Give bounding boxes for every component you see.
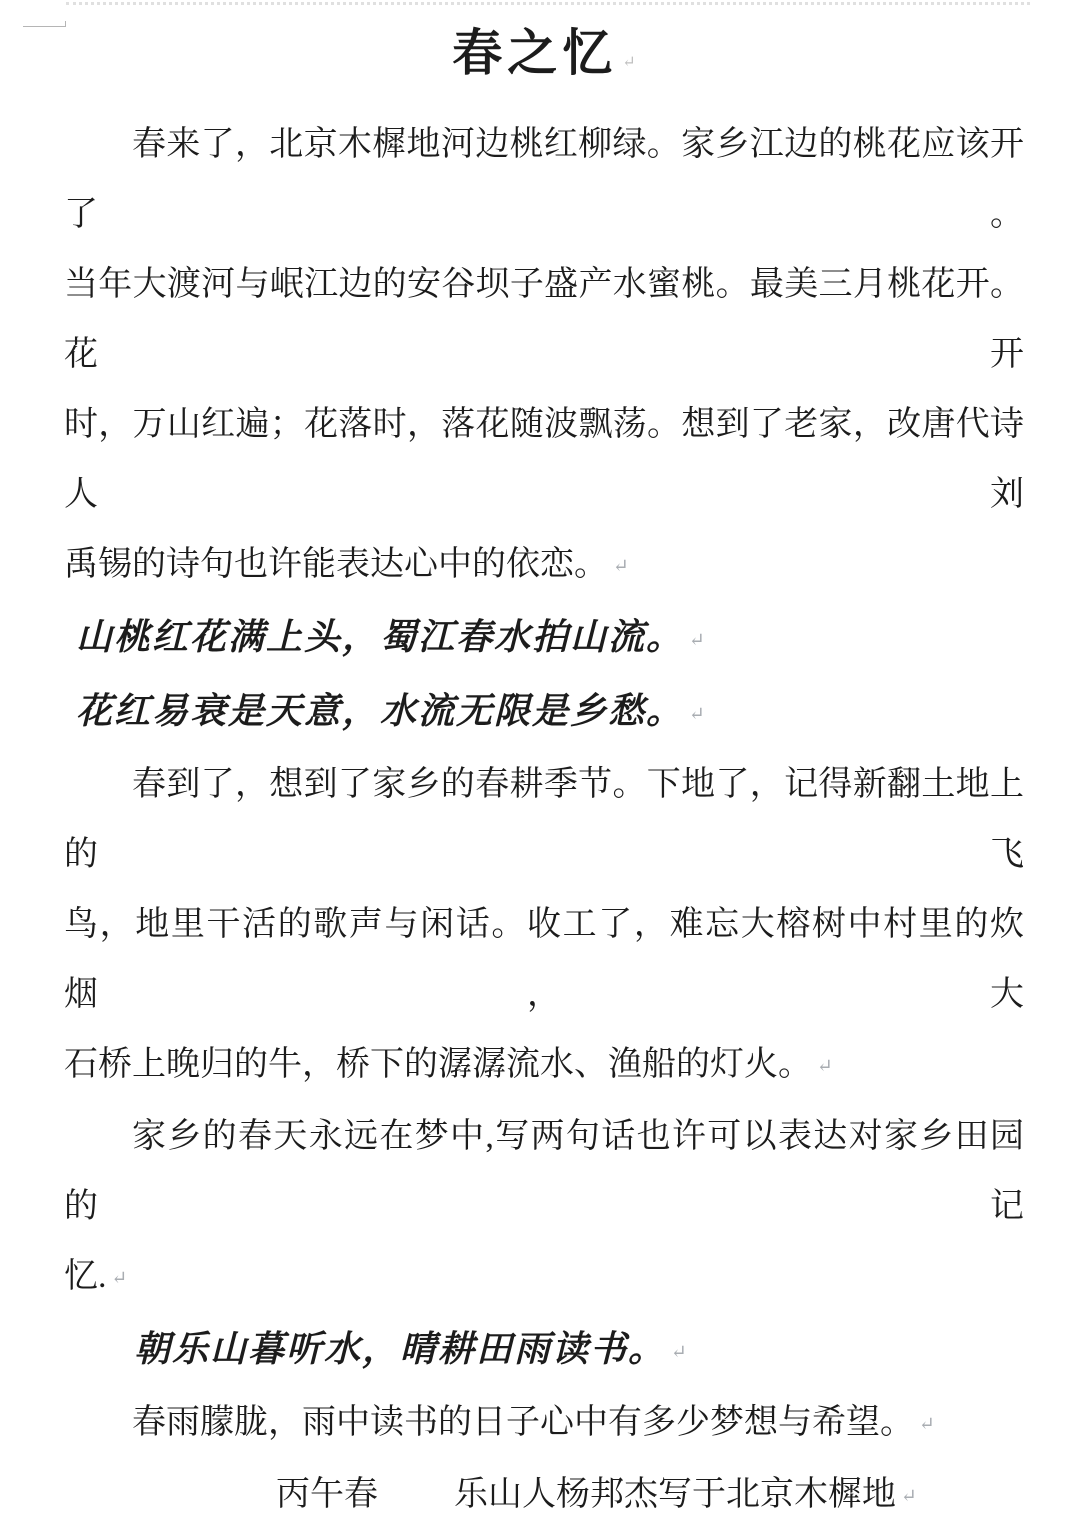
body-line-text: 当年大渡河与岷江边的安谷坝子盛产水蜜桃。最美三月桃花开。花开	[64, 266, 1024, 373]
body-line	[64, 1242, 1024, 1314]
body-line-text: 忆.	[64, 1258, 107, 1295]
body-line	[64, 750, 1024, 890]
body-line	[64, 1102, 1024, 1242]
paragraph-return-icon: ↵	[817, 1056, 833, 1077]
poem-line	[64, 676, 1024, 750]
paragraph-return-icon: ↵	[689, 704, 705, 725]
body-line	[64, 890, 1024, 1030]
body-line	[64, 110, 1024, 250]
poem-line-text: 朝乐山暮听水，晴耕田雨读书。	[134, 1329, 667, 1369]
body-line	[64, 250, 1024, 390]
document-title	[64, 20, 1024, 96]
poem-line-text: 花红易衰是天意，水流无限是乡愁。	[76, 691, 685, 731]
body-line-text: 春到了，想到了家乡的春耕季节。下地了，记得新翻土地上的飞	[64, 766, 1024, 873]
paragraph-return-icon: ↵	[622, 54, 636, 71]
poem-line	[64, 602, 1024, 676]
title-text: 春之忆	[452, 25, 618, 81]
body-line	[64, 530, 1024, 602]
poem-line	[64, 1314, 1024, 1388]
paragraph-return-icon: ↵	[671, 1342, 687, 1363]
paragraph-return-icon: ↵	[689, 630, 705, 651]
body-line-text: 鸟，地里干活的歌声与闲话。收工了，难忘大榕树中村里的炊烟，大	[64, 906, 1024, 1013]
body-line-text: 春来了，北京木樨地河边桃红柳绿。家乡江边的桃花应该开了。	[64, 126, 1024, 233]
paragraph-return-icon: ↵	[901, 1486, 917, 1507]
body-line-text: 春雨朦胧，雨中读书的日子心中有多少梦想与希望。	[132, 1404, 914, 1441]
poem-line-text: 山桃红花满上头，蜀江春水拍山流。	[76, 617, 685, 657]
body-line	[64, 390, 1024, 530]
paragraph-return-icon: ↵	[613, 556, 629, 577]
body-line	[64, 1388, 1024, 1460]
signature-line	[64, 1460, 1024, 1532]
body-line-text: 石桥上晚归的牛，桥下的潺潺流水、渔船的灯火。	[64, 1046, 812, 1083]
paragraph-return-icon: ↵	[919, 1414, 935, 1435]
document-body	[64, 0, 1024, 1532]
signature-author-text: 乐山人杨邦杰写于北京木樨地	[454, 1476, 896, 1513]
body-line	[64, 1030, 1024, 1102]
text-boundary-mark	[23, 21, 66, 27]
signature-date-text: 丙午春	[276, 1476, 378, 1513]
body-line-text: 禹锡的诗句也许能表达心中的依恋。	[64, 546, 608, 583]
body-line-text: 家乡的春天永远在梦中,写两句话也许可以表达对家乡田园的记	[64, 1118, 1024, 1225]
paragraph-return-icon: ↵	[111, 1268, 128, 1289]
body-line-text: 时，万山红遍；花落时，落花随波飘荡。想到了老家，改唐代诗人刘	[64, 406, 1024, 513]
